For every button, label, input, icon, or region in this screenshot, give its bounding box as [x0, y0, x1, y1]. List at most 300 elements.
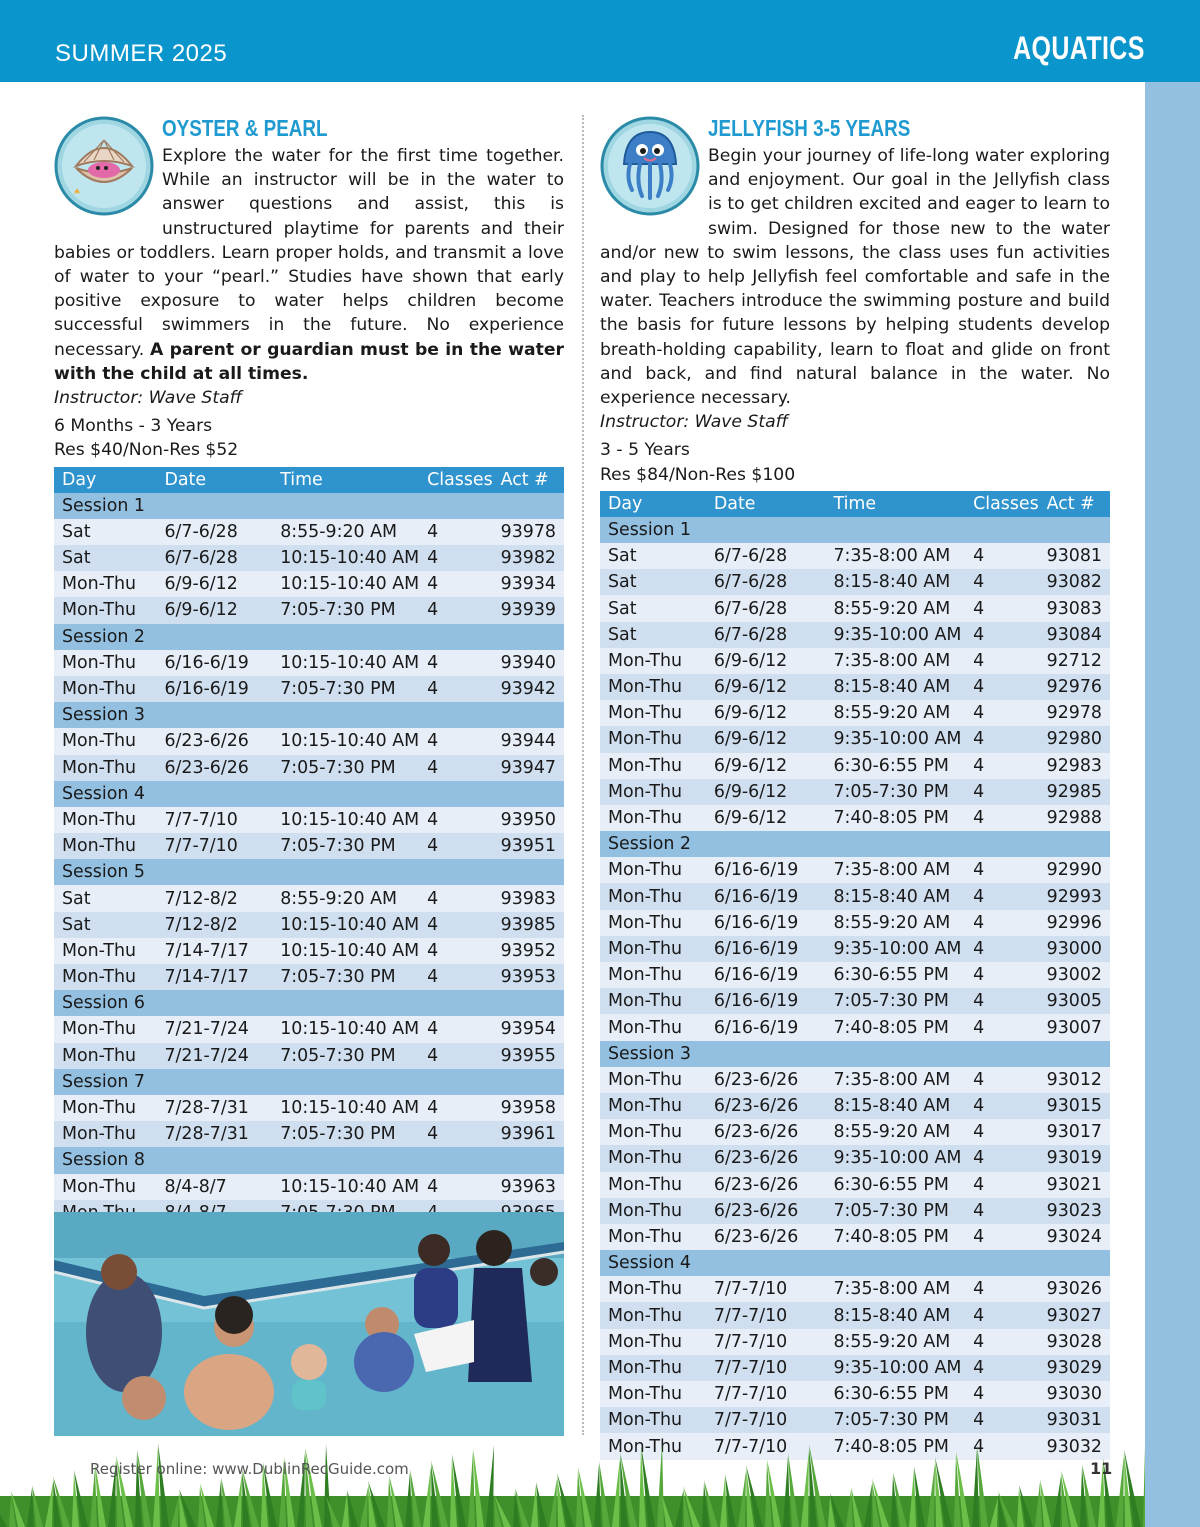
classes-cell: 4 — [965, 910, 1039, 936]
session-label: Session 3 — [600, 1041, 1110, 1067]
date-cell: 7/21-7/24 — [156, 1043, 272, 1069]
time-cell: 9:35-10:00 AM — [825, 936, 965, 962]
session-row — [54, 493, 564, 519]
time-cell: 8:55-9:20 AM — [272, 885, 419, 911]
time-cell: 10:15-10:40 AM — [272, 545, 419, 571]
classes-cell: 4 — [419, 597, 493, 623]
session-row — [54, 859, 564, 885]
day-cell: Mon-Thu — [600, 726, 706, 752]
table-row — [600, 726, 1110, 752]
date-cell: 7/12-8/2 — [156, 885, 272, 911]
classes-cell: 4 — [965, 988, 1039, 1014]
day-cell: Mon-Thu — [54, 755, 156, 781]
grass-blade — [801, 1450, 809, 1527]
day-cell: Mon-Thu — [600, 910, 706, 936]
act-number-cell: 93028 — [1039, 1329, 1110, 1355]
date-cell: 6/16-6/19 — [156, 650, 272, 676]
act-number-cell: 93002 — [1039, 962, 1110, 988]
session-label: Session 1 — [600, 517, 1110, 543]
act-number-cell: 93934 — [493, 571, 564, 597]
day-cell: Mon-Thu — [600, 1407, 706, 1433]
date-cell: 7/7-7/10 — [706, 1433, 826, 1459]
time-cell: 7:05-7:30 PM — [272, 1121, 419, 1147]
time-cell: 7:05-7:30 PM — [272, 755, 419, 781]
date-cell: 6/16-6/19 — [156, 676, 272, 702]
act-number-cell: 93082 — [1039, 569, 1110, 595]
session-label: Session 8 — [54, 1147, 564, 1173]
date-cell: 6/9-6/12 — [706, 779, 826, 805]
act-number-cell: 93985 — [493, 912, 564, 938]
act-number-cell: 93023 — [1039, 1198, 1110, 1224]
date-cell: 6/16-6/19 — [706, 883, 826, 909]
session-label: Session 3 — [54, 702, 564, 728]
session-row — [600, 1041, 1110, 1067]
table-row — [600, 753, 1110, 779]
time-cell: 6:30-6:55 PM — [825, 1381, 965, 1407]
date-cell: 7/12-8/2 — [156, 912, 272, 938]
session-row — [54, 781, 564, 807]
classes-cell: 4 — [419, 545, 493, 571]
date-cell: 6/7-6/28 — [706, 595, 826, 621]
table-row — [600, 1014, 1110, 1040]
day-cell: Mon-Thu — [600, 1381, 706, 1407]
table-row — [54, 1095, 564, 1121]
time-cell: 8:15-8:40 AM — [825, 883, 965, 909]
act-number-cell: 93031 — [1039, 1407, 1110, 1433]
session-label: Session 4 — [600, 1250, 1110, 1276]
date-cell: 6/7-6/28 — [706, 569, 826, 595]
session-row — [54, 1147, 564, 1173]
oyster-pearl-ages: 6 Months - 3 Years — [54, 416, 213, 437]
classes-cell: 4 — [965, 1224, 1039, 1250]
time-cell: 7:05-7:30 PM — [272, 1043, 419, 1069]
table-row — [54, 912, 564, 938]
grass-blade — [612, 1458, 620, 1527]
table-row — [600, 1198, 1110, 1224]
table-row — [54, 676, 564, 702]
date-cell: 6/23-6/26 — [706, 1145, 826, 1171]
oyster-pearl-section — [54, 112, 564, 1226]
time-cell: 7:05-7:30 PM — [272, 676, 419, 702]
classes-cell: 4 — [965, 1329, 1039, 1355]
day-cell: Mon-Thu — [600, 1355, 706, 1381]
day-cell: Mon-Thu — [600, 1145, 706, 1171]
act-number-cell: 93940 — [493, 650, 564, 676]
section-title: AQUATICS — [1013, 30, 1145, 66]
act-number-cell: 93944 — [493, 728, 564, 754]
act-number-cell: 93081 — [1039, 543, 1110, 569]
day-cell: Mon-Thu — [600, 1433, 706, 1459]
date-cell: 6/9-6/12 — [706, 726, 826, 752]
session-label: Session 7 — [54, 1069, 564, 1095]
day-cell: Mon-Thu — [54, 1095, 156, 1121]
time-cell: 7:05-7:30 PM — [272, 964, 419, 990]
classes-cell: 4 — [965, 1093, 1039, 1119]
classes-cell: 4 — [419, 519, 493, 545]
day-cell: Mon-Thu — [600, 1276, 706, 1302]
day-cell: Mon-Thu — [600, 1172, 706, 1198]
grass-blade — [657, 1443, 664, 1527]
session-row — [54, 990, 564, 1016]
table-row — [600, 1381, 1110, 1407]
time-cell: 7:40-8:05 PM — [825, 1014, 965, 1040]
grass-blade — [324, 1444, 331, 1527]
classes-cell: 4 — [419, 807, 493, 833]
day-cell: Sat — [54, 545, 156, 571]
act-number-cell: 93012 — [1039, 1067, 1110, 1093]
day-cell: Mon-Thu — [54, 1121, 156, 1147]
table-row — [600, 1329, 1110, 1355]
date-cell: 6/23-6/26 — [706, 1224, 826, 1250]
classes-cell: 4 — [419, 650, 493, 676]
grass-blade — [1143, 1446, 1145, 1527]
table-row — [600, 648, 1110, 674]
act-number-cell: 93942 — [493, 676, 564, 702]
day-cell: Mon-Thu — [54, 938, 156, 964]
day-cell: Mon-Thu — [600, 1329, 706, 1355]
date-cell: 7/7-7/10 — [706, 1355, 826, 1381]
classes-cell: 4 — [965, 1067, 1039, 1093]
jellyfish-rows — [600, 517, 1110, 1460]
time-cell: 7:05-7:30 PM — [272, 833, 419, 859]
col-header-classes: Classes — [965, 491, 1039, 517]
day-cell: Sat — [600, 622, 706, 648]
table-row — [600, 857, 1110, 883]
table-row — [600, 1302, 1110, 1328]
session-row — [54, 702, 564, 728]
date-cell: 6/23-6/26 — [706, 1198, 826, 1224]
day-cell: Mon-Thu — [600, 1093, 706, 1119]
date-cell: 6/7-6/28 — [706, 543, 826, 569]
time-cell: 10:15-10:40 AM — [272, 938, 419, 964]
act-number-cell: 93953 — [493, 964, 564, 990]
jellyfish-title: JELLYFISH 3-5 YEARS — [708, 115, 911, 141]
time-cell: 7:40-8:05 PM — [825, 1433, 965, 1459]
classes-cell: 4 — [965, 1172, 1039, 1198]
col-header-day: Day — [600, 491, 706, 517]
table-row — [54, 597, 564, 623]
act-number-cell: 93955 — [493, 1043, 564, 1069]
classes-cell: 4 — [419, 571, 493, 597]
table-row — [600, 883, 1110, 909]
date-cell: 6/23-6/26 — [706, 1067, 826, 1093]
oyster-pearl-title: OYSTER & PEARL — [162, 115, 328, 141]
date-cell: 6/23-6/26 — [156, 755, 272, 781]
day-cell: Mon-Thu — [600, 1302, 706, 1328]
act-number-cell: 93961 — [493, 1121, 564, 1147]
time-cell: 8:55-9:20 AM — [825, 910, 965, 936]
day-cell: Sat — [600, 595, 706, 621]
page-number: 11 — [1090, 1459, 1113, 1478]
table-row — [600, 910, 1110, 936]
col-header-date: Date — [706, 491, 826, 517]
classes-cell: 4 — [419, 964, 493, 990]
time-cell: 10:15-10:40 AM — [272, 650, 419, 676]
day-cell: Mon-Thu — [600, 988, 706, 1014]
classes-cell: 4 — [419, 755, 493, 781]
date-cell: 6/9-6/12 — [706, 648, 826, 674]
table-row — [54, 807, 564, 833]
oyster-pearl-instructor: Instructor: Wave Staff — [54, 388, 243, 409]
oyster-pearl-schedule-table — [54, 467, 564, 1226]
classes-cell: 4 — [419, 728, 493, 754]
classes-cell: 4 — [419, 1095, 493, 1121]
pool-lesson-photo — [54, 1212, 564, 1436]
act-number-cell: 93017 — [1039, 1119, 1110, 1145]
day-cell: Mon-Thu — [600, 1119, 706, 1145]
day-cell: Mon-Thu — [600, 674, 706, 700]
grass-border — [0, 1436, 1145, 1527]
date-cell: 8/4-8/7 — [156, 1174, 272, 1200]
classes-cell: 4 — [965, 648, 1039, 674]
table-row — [600, 674, 1110, 700]
session-label: Session 2 — [54, 624, 564, 650]
register-online-link[interactable]: Register online: www.DublinRecGuide.com — [90, 1460, 409, 1478]
day-cell: Mon-Thu — [600, 779, 706, 805]
act-number-cell: 93982 — [493, 545, 564, 571]
col-header-date: Date — [156, 467, 272, 493]
time-cell: 6:30-6:55 PM — [825, 753, 965, 779]
table-row — [54, 833, 564, 859]
day-cell: Mon-Thu — [54, 833, 156, 859]
session-row — [600, 1250, 1110, 1276]
time-cell: 9:35-10:00 AM — [825, 622, 965, 648]
act-number-cell: 92993 — [1039, 883, 1110, 909]
time-cell: 10:15-10:40 AM — [272, 728, 419, 754]
col-header-time: Time — [272, 467, 419, 493]
classes-cell: 4 — [965, 1014, 1039, 1040]
date-cell: 6/23-6/26 — [706, 1093, 826, 1119]
day-cell: Mon-Thu — [600, 805, 706, 831]
classes-cell: 4 — [419, 1016, 493, 1042]
day-cell: Mon-Thu — [54, 1043, 156, 1069]
oyster-pearl-price: Res $40/Non-Res $52 — [54, 440, 239, 461]
table-row — [54, 938, 564, 964]
time-cell: 8:55-9:20 AM — [825, 1329, 965, 1355]
act-number-cell: 93083 — [1039, 595, 1110, 621]
date-cell: 7/7-7/10 — [706, 1381, 826, 1407]
table-row — [54, 1043, 564, 1069]
act-number-cell: 93007 — [1039, 1014, 1110, 1040]
date-cell: 6/9-6/12 — [156, 597, 272, 623]
day-cell: Sat — [54, 912, 156, 938]
date-cell: 7/14-7/17 — [156, 964, 272, 990]
table-row — [54, 728, 564, 754]
time-cell: 9:35-10:00 AM — [825, 1355, 965, 1381]
time-cell: 8:15-8:40 AM — [825, 1093, 965, 1119]
act-number-cell: 93021 — [1039, 1172, 1110, 1198]
day-cell: Mon-Thu — [600, 1014, 706, 1040]
session-label: Session 2 — [600, 831, 1110, 857]
act-number-cell: 93027 — [1039, 1302, 1110, 1328]
oyster-pearl-icon — [54, 116, 154, 216]
time-cell: 8:15-8:40 AM — [825, 674, 965, 700]
table-row — [600, 1067, 1110, 1093]
day-cell: Sat — [600, 569, 706, 595]
table-row — [600, 1093, 1110, 1119]
date-cell: 6/16-6/19 — [706, 962, 826, 988]
classes-cell: 4 — [419, 1121, 493, 1147]
session-row — [600, 831, 1110, 857]
date-cell: 7/7-7/10 — [706, 1276, 826, 1302]
oyster-pearl-desc-text: Explore the water for the first time together. While an instructor will be in the water to answer questions and assist, this is unstructured playtime for parents and their babies or toddlers. Learn proper holds, and transmit a love of water to your “pearl.” Studies have shown that early positive exposure to water helps children become successful swimmers in the future. No experience necessary. — [54, 146, 564, 360]
act-number-cell: 93026 — [1039, 1276, 1110, 1302]
table-row — [600, 936, 1110, 962]
date-cell: 6/9-6/12 — [706, 674, 826, 700]
session-label: Session 1 — [54, 493, 564, 519]
time-cell: 6:30-6:55 PM — [825, 1172, 965, 1198]
table-row — [600, 595, 1110, 621]
jellyfish-ages: 3 - 5 Years — [600, 440, 690, 461]
table-row — [600, 962, 1110, 988]
classes-cell: 4 — [965, 1198, 1039, 1224]
act-number-cell: 92996 — [1039, 910, 1110, 936]
table-row — [600, 700, 1110, 726]
table-row — [54, 964, 564, 990]
time-cell: 9:35-10:00 AM — [825, 1145, 965, 1171]
act-number-cell: 93030 — [1039, 1381, 1110, 1407]
session-label: Session 4 — [54, 781, 564, 807]
time-cell: 10:15-10:40 AM — [272, 912, 419, 938]
table-row — [600, 779, 1110, 805]
date-cell: 7/7-7/10 — [156, 807, 272, 833]
table-header-row — [600, 491, 1110, 517]
act-number-cell: 92712 — [1039, 648, 1110, 674]
date-cell: 6/16-6/19 — [706, 857, 826, 883]
table-row — [54, 1121, 564, 1147]
col-header-time: Time — [825, 491, 965, 517]
time-cell: 8:55-9:20 AM — [272, 519, 419, 545]
time-cell: 7:05-7:30 PM — [272, 597, 419, 623]
time-cell: 7:35-8:00 AM — [825, 1276, 965, 1302]
table-row — [600, 1119, 1110, 1145]
classes-cell: 4 — [965, 700, 1039, 726]
classes-cell: 4 — [965, 779, 1039, 805]
time-cell: 7:40-8:05 PM — [825, 805, 965, 831]
act-number-cell: 93947 — [493, 755, 564, 781]
table-row — [600, 1407, 1110, 1433]
day-cell: Mon-Thu — [54, 571, 156, 597]
classes-cell: 4 — [965, 962, 1039, 988]
day-cell: Mon-Thu — [54, 964, 156, 990]
table-row — [600, 622, 1110, 648]
date-cell: 6/23-6/26 — [156, 728, 272, 754]
act-number-cell: 92976 — [1039, 674, 1110, 700]
act-number-cell: 93032 — [1039, 1433, 1110, 1459]
act-number-cell: 93000 — [1039, 936, 1110, 962]
act-number-cell: 93939 — [493, 597, 564, 623]
classes-cell: 4 — [965, 674, 1039, 700]
side-stripe — [1145, 82, 1200, 1527]
table-row — [600, 988, 1110, 1014]
act-number-cell: 92985 — [1039, 779, 1110, 805]
table-row — [600, 1224, 1110, 1250]
col-header-classes: Classes — [419, 467, 493, 493]
jellyfish-instructor: Instructor: Wave Staff — [600, 412, 789, 433]
time-cell: 8:55-9:20 AM — [825, 1119, 965, 1145]
jellyfish-description: Begin your journey of life-long water exploring and enjoyment. Our goal in the Jellyfish class is to get children excited and eager to learn to swim. Designed for those new to the water and/or new to swim lessons, the class uses fun activities and play to help Jellyfish feel comfortable and safe in the water. Teachers introduce the swimming posture and build the basis for future lessons by helping students develop breath-holding capability, learn to float and glide on front and back, and find natural balance in the water. No experience necessary. — [600, 146, 1110, 409]
grass-blade — [927, 1463, 935, 1527]
time-cell: 7:35-8:00 AM — [825, 857, 965, 883]
day-cell: Sat — [600, 543, 706, 569]
classes-cell: 4 — [965, 857, 1039, 883]
classes-cell: 4 — [965, 805, 1039, 831]
day-cell: Mon-Thu — [600, 883, 706, 909]
act-number-cell: 93029 — [1039, 1355, 1110, 1381]
act-number-cell: 92988 — [1039, 805, 1110, 831]
date-cell: 7/7-7/10 — [706, 1407, 826, 1433]
day-cell: Mon-Thu — [54, 650, 156, 676]
time-cell: 8:15-8:40 AM — [825, 1302, 965, 1328]
act-number-cell: 93963 — [493, 1174, 564, 1200]
act-number-cell: 93084 — [1039, 622, 1110, 648]
season-label: SUMMER 2025 — [55, 40, 228, 67]
classes-cell: 4 — [965, 726, 1039, 752]
time-cell: 7:40-8:05 PM — [825, 1224, 965, 1250]
col-header-act: Act # — [493, 467, 564, 493]
day-cell: Mon-Thu — [600, 648, 706, 674]
classes-cell: 4 — [419, 885, 493, 911]
classes-cell: 4 — [965, 569, 1039, 595]
classes-cell: 4 — [965, 1381, 1039, 1407]
date-cell: 7/21-7/24 — [156, 1016, 272, 1042]
date-cell: 7/28-7/31 — [156, 1095, 272, 1121]
date-cell: 6/16-6/19 — [706, 910, 826, 936]
time-cell: 10:15-10:40 AM — [272, 1016, 419, 1042]
classes-cell: 4 — [965, 1355, 1039, 1381]
table-row — [54, 1016, 564, 1042]
classes-cell: 4 — [965, 883, 1039, 909]
act-number-cell: 93952 — [493, 938, 564, 964]
classes-cell: 4 — [965, 1302, 1039, 1328]
act-number-cell: 92980 — [1039, 726, 1110, 752]
time-cell: 6:30-6:55 PM — [825, 962, 965, 988]
time-cell: 10:15-10:40 AM — [272, 1095, 419, 1121]
table-row — [54, 755, 564, 781]
classes-cell: 4 — [419, 1043, 493, 1069]
day-cell: Mon-Thu — [600, 962, 706, 988]
table-row — [600, 1355, 1110, 1381]
classes-cell: 4 — [419, 833, 493, 859]
day-cell: Mon-Thu — [54, 676, 156, 702]
oyster-pearl-meta — [54, 386, 564, 463]
date-cell: 6/16-6/19 — [706, 988, 826, 1014]
table-row — [54, 519, 564, 545]
day-cell: Mon-Thu — [600, 1198, 706, 1224]
act-number-cell: 93958 — [493, 1095, 564, 1121]
act-number-cell: 93983 — [493, 885, 564, 911]
date-cell: 6/23-6/26 — [706, 1172, 826, 1198]
table-row — [54, 885, 564, 911]
date-cell: 7/7-7/10 — [706, 1329, 826, 1355]
grass-blade — [486, 1445, 494, 1527]
day-cell: Mon-Thu — [600, 1067, 706, 1093]
date-cell: 7/28-7/31 — [156, 1121, 272, 1147]
col-header-act: Act # — [1039, 491, 1110, 517]
classes-cell: 4 — [965, 1407, 1039, 1433]
act-number-cell: 93005 — [1039, 988, 1110, 1014]
jellyfish-section — [600, 112, 1110, 1460]
classes-cell: 4 — [419, 912, 493, 938]
classes-cell: 4 — [965, 543, 1039, 569]
date-cell: 7/7-7/10 — [706, 1302, 826, 1328]
time-cell: 8:55-9:20 AM — [825, 595, 965, 621]
time-cell: 7:35-8:00 AM — [825, 543, 965, 569]
act-number-cell: 93950 — [493, 807, 564, 833]
classes-cell: 4 — [965, 622, 1039, 648]
time-cell: 8:15-8:40 AM — [825, 569, 965, 595]
time-cell: 7:35-8:00 AM — [825, 1067, 965, 1093]
